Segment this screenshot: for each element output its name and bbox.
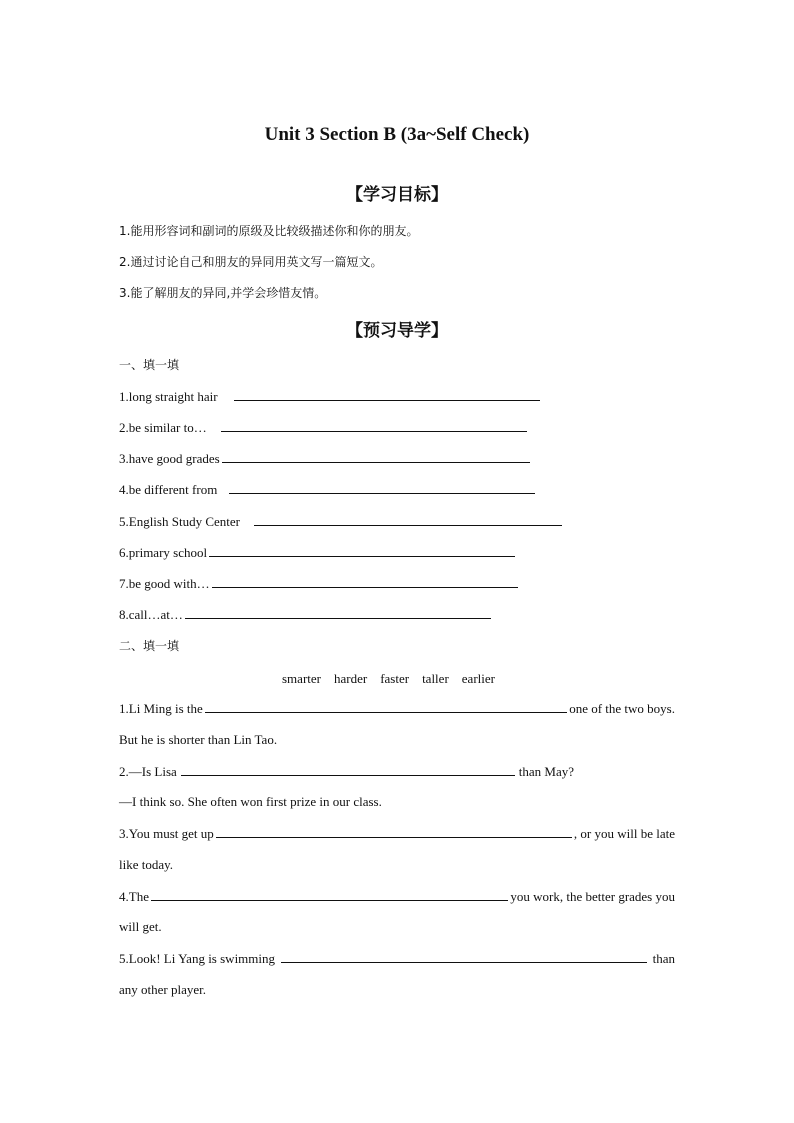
part1-item-8: 8.call…at…	[119, 606, 491, 623]
part2-question-3-cont: like today.	[119, 857, 174, 872]
answer-blank[interactable]	[209, 544, 515, 557]
part2-label: 二、填一填	[119, 639, 180, 653]
word-bank-item: taller	[422, 671, 449, 686]
goal-item-3: 3.能了解朋友的异同,并学会珍惜友情。	[119, 286, 327, 300]
answer-blank[interactable]	[254, 513, 562, 526]
part1-item-4: 4.be different from	[119, 481, 535, 498]
answer-blank[interactable]	[222, 450, 530, 463]
word-bank-item: earlier	[461, 671, 495, 686]
part2-question-1: 1.Li Ming is the one of the two boys.	[119, 701, 675, 716]
part1-item-6: 6.primary school	[119, 544, 515, 561]
word-bank-item: faster	[380, 671, 410, 686]
part2-question-5-cont: any other player.	[119, 982, 206, 997]
part2-question-2-cont: —I think so. She often won first prize in our class.	[119, 794, 382, 809]
answer-blank[interactable]	[205, 700, 567, 713]
goal-item-2: 2.通过讨论自己和朋友的异同用英文写一篇短文。	[119, 255, 383, 269]
goal-item-1: 1.能用形容词和副词的原级及比较级描述你和你的朋友。	[119, 224, 419, 238]
answer-blank[interactable]	[151, 888, 508, 901]
page-title: Unit 3 Section B (3a~Self Check)	[264, 124, 530, 145]
answer-blank[interactable]	[212, 575, 518, 588]
part2-question-4-cont: will get.	[119, 919, 162, 934]
preview-heading: 【预习导学】	[346, 321, 448, 341]
answer-blank[interactable]	[181, 763, 515, 776]
part1-item-7: 7.be good with…	[119, 575, 518, 592]
answer-blank[interactable]	[234, 388, 540, 401]
part1-item-1: 1.long straight hair	[119, 388, 540, 405]
part1-item-5: 5.English Study Center	[119, 513, 562, 530]
word-bank	[282, 671, 508, 687]
part1-item-3: 3.have good grades	[119, 450, 530, 467]
word-bank-item: harder	[333, 671, 368, 686]
answer-blank[interactable]	[185, 606, 491, 619]
part2-question-1-cont: But he is shorter than Lin Tao.	[119, 732, 278, 747]
answer-blank[interactable]	[216, 825, 572, 838]
goals-heading: 【学习目标】	[346, 185, 448, 205]
part2-question-3: 3.You must get up , or you will be late	[119, 826, 675, 841]
part2-question-5: 5.Look! Li Yang is swimming than	[119, 951, 675, 966]
answer-blank[interactable]	[281, 950, 647, 963]
word-bank-item: smarter	[282, 671, 321, 686]
part1-item-2: 2.be similar to…	[119, 419, 527, 436]
part2-question-2: 2.—Is Lisa than May?	[119, 764, 575, 779]
answer-blank[interactable]	[221, 419, 527, 432]
answer-blank[interactable]	[229, 481, 535, 494]
part1-label: 一、填一填	[119, 358, 180, 372]
part2-question-4: 4.The you work, the better grades you	[119, 889, 675, 904]
